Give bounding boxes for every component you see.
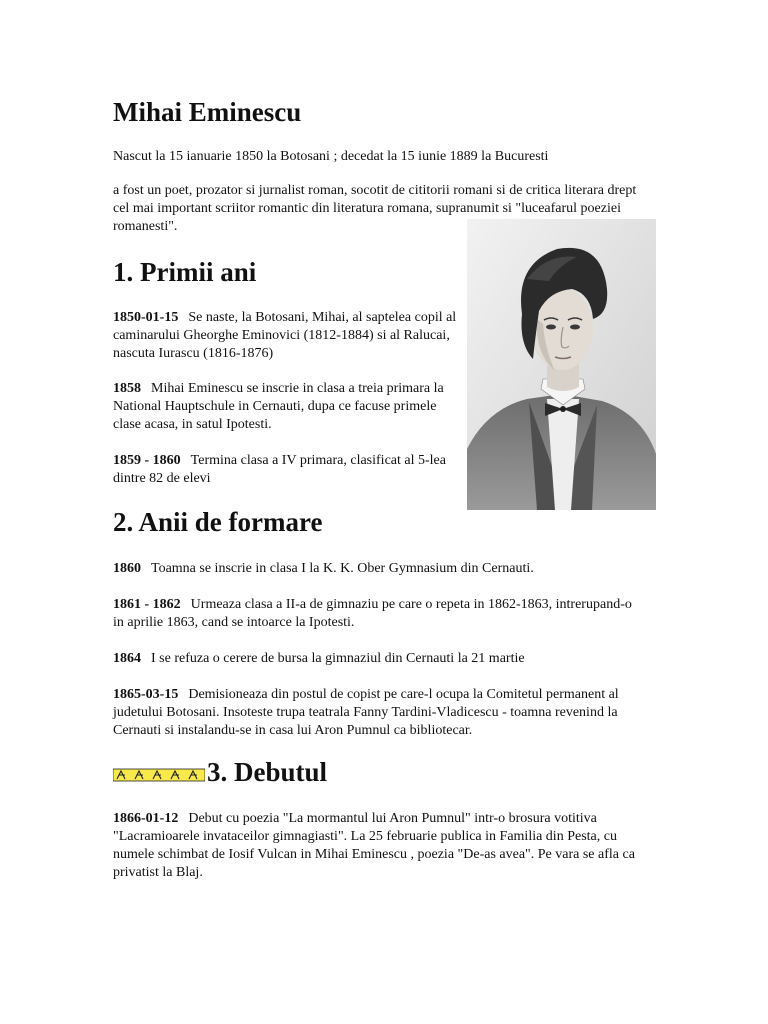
- section-heading-primii-ani: 1. Primii ani: [113, 257, 257, 287]
- section-heading-debutul: 3. Debutul: [207, 757, 328, 787]
- ornament-icon: [113, 760, 205, 790]
- entry-date: 1858: [113, 381, 141, 396]
- timeline-entry: [113, 309, 458, 363]
- entry-text: Toamna se inscrie in clasa I la K. K. Ober Gymnasium din Cernauti.: [151, 561, 534, 576]
- entry-text: Mihai Eminescu se inscrie in clasa a treia primara la National Hauptschule in Cernauti, dupa ce facuse primele clase acasa, in satul Ipotesti.: [113, 381, 444, 432]
- entry-date: 1859 - 1860: [113, 453, 181, 468]
- intro-paragraph: a fost un poet, prozator si jurnalist roman, socotit de cititorii romani si de critica literara drept cel mai important scriitor romantic din literatura romana, supranumit si "luceafarul poeziei romanesti".: [113, 183, 637, 234]
- timeline-entry: [113, 380, 458, 434]
- entry-text: I se refuza o cerere de bursa la gimnaziul din Cernauti la 21 martie: [151, 651, 525, 666]
- timeline-entry: [113, 596, 633, 632]
- entry-date: 1864: [113, 651, 141, 666]
- entry-text: Debut cu poezia "La mormantul lui Aron Pumnul" intr-o brosura votitiva "Lacramioarele invataceilor gimnagiasti". La 25 februarie publica in Familia din Pesta, cu numele schimbat de Iosif Vulcan in Mihai Eminescu , poezia "De-as avea". Pe vara se afla ca privatist la Blaj.: [113, 811, 635, 880]
- entry-text: Termina clasa a IV primara, clasificat al 5-lea dintre 82 de elevi: [113, 453, 446, 486]
- timeline-entry: [113, 810, 643, 882]
- birth-death-line: Nascut la 15 ianuarie 1850 la Botosani ; decedat la 15 iunie 1889 la Bucuresti: [113, 149, 549, 164]
- timeline-entry: [113, 452, 458, 488]
- entry-text: Se naste, la Botosani, Mihai, al saptelea copil al caminarului Gheorghe Eminovici (1812-1884) si al Ralucai, nascuta Iurascu (1816-1876): [113, 310, 457, 361]
- entry-date: 1861 - 1862: [113, 597, 181, 612]
- timeline-entry: [113, 560, 653, 578]
- entry-date: 1860: [113, 561, 141, 576]
- entry-text: Demisioneaza din postul de copist pe care-l ocupa la Comitetul permanent al judetului Botosani. Insoteste trupa teatrala Fanny Tardini-Vladicescu - toamna revenind la Cernauti si instalandu-se in casa lui Aron Pumnul ca bibliotecar.: [113, 687, 619, 738]
- timeline-entry: [113, 686, 648, 740]
- section-heading-anii-de-formare: 2. Anii de formare: [113, 507, 323, 537]
- page-title: Mihai Eminescu: [113, 97, 302, 127]
- portrait-image: [467, 219, 656, 510]
- section-heading-row-debutul: [113, 758, 327, 790]
- portrait-engraving: [467, 219, 656, 510]
- entry-date: 1865-03-15: [113, 687, 179, 702]
- entry-date: 1866-01-12: [113, 811, 179, 826]
- entry-text: Urmeaza clasa a II-a de gimnaziu pe care o repeta in 1862-1863, intrerupand-o in aprilie 1863, cand se intoarce la Ipotesti.: [113, 597, 632, 630]
- timeline-entry: [113, 650, 653, 668]
- entry-date: 1850-01-15: [113, 310, 179, 325]
